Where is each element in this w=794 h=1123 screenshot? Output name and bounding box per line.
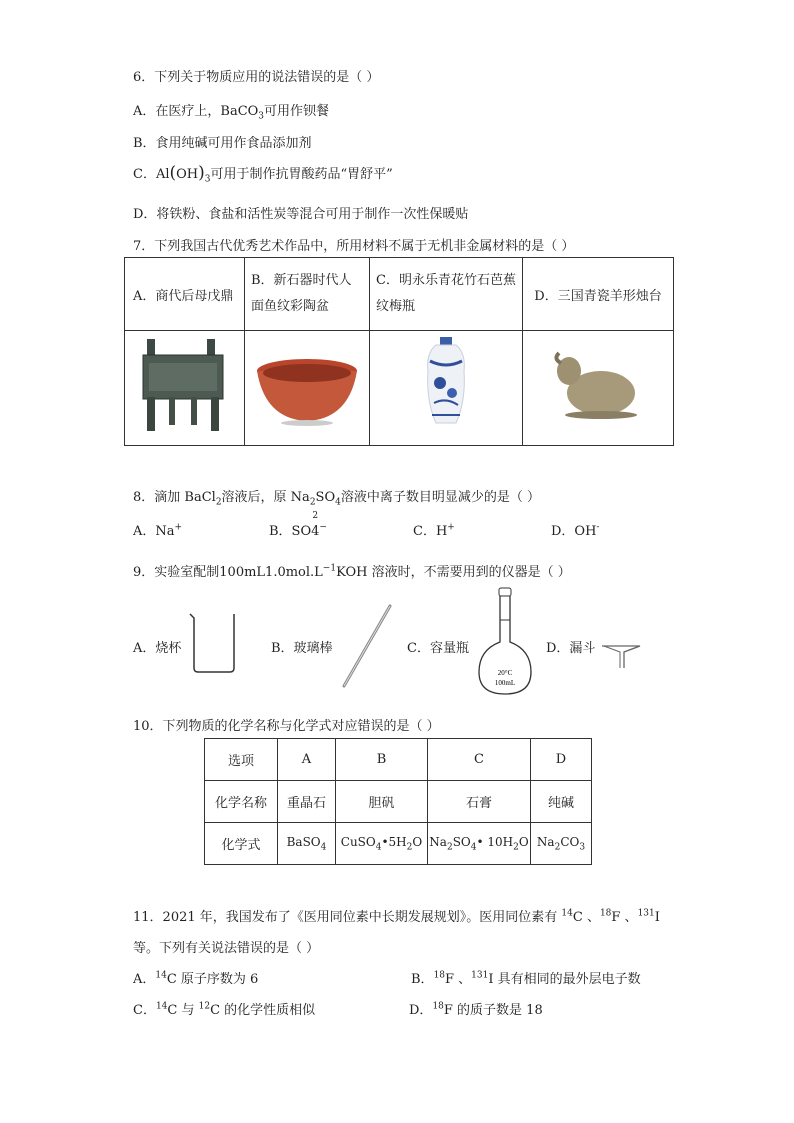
q8-option-c: C．H+ — [413, 522, 455, 539]
q10-name-a: 重晶石 — [278, 781, 336, 823]
q10-row-formula-label: 化学式 — [205, 823, 278, 865]
q9-option-a: A．烧杯 — [133, 641, 182, 656]
q9-option-b: B．玻璃棒 — [271, 641, 333, 656]
bronze-ding-image — [125, 331, 244, 441]
q10-name-b: 胆矾 — [336, 781, 428, 823]
q10-name-d: 纯碱 — [531, 781, 592, 823]
q7-stem: 7．下列我国古代优秀艺术作品中，所用材料不属于无机非金属材料的是（ ） — [133, 239, 575, 254]
q8-option-d: D．OH- — [551, 522, 600, 539]
q10-header-d: D — [531, 739, 592, 781]
q10-header-option: 选项 — [205, 739, 278, 781]
blue-white-vase-image — [370, 331, 522, 441]
pottery-basin-image — [245, 331, 369, 441]
q6-option-d: D．将铁粉、食盐和活性炭等混合可用于制作一次性保暖贴 — [133, 207, 469, 222]
q10-name-c: 石膏 — [428, 781, 531, 823]
flask-volume-label: 100mL — [494, 679, 516, 687]
q10-header-a: A — [278, 739, 336, 781]
q10-header-c: C — [428, 739, 531, 781]
volumetric-flask-icon — [477, 586, 533, 698]
q7-image-b — [245, 331, 370, 446]
q11-stem-line1: 11．2021 年，我国发布了《医用同位素中长期发展规划》。医用同位素有 $^{14}$C 、$^{18}$F 、$^{131}$I — [133, 908, 660, 925]
q7-header-d: D．三国青瓷羊形烛台 — [523, 258, 674, 331]
q10-table — [204, 738, 592, 865]
celadon-sheep-image — [523, 331, 673, 441]
q11-option-d: D．$^{18}$F 的质子数是 18 — [409, 1001, 543, 1018]
q9-option-c: C．容量瓶 — [407, 641, 469, 656]
q8-option-a: A．Na+ — [133, 522, 183, 539]
q10-formula-c: $Na_2SO_4•$ $10H_2O$ — [428, 823, 531, 865]
q7-header-c: C．明永乐青花竹石芭蕉纹梅瓶 — [370, 258, 523, 331]
q9-stem: 9．实验室配制$100mL1.0mol.L^{-1}KOH$ 溶液时，不需要用到的仪器是（ ） — [133, 563, 571, 580]
q6-option-c: C．$Al(OH)_3$可用于制作抗胃酸药品“胃舒平” — [133, 163, 393, 185]
q7-image-a — [125, 331, 245, 446]
funnel-icon — [600, 642, 642, 670]
q6-stem: 6．下列关于物质应用的说法错误的是（ ） — [133, 70, 380, 85]
q10-formula-a: BaSO$_4$ — [278, 823, 336, 865]
q6-option-a: A．在医疗上，BaCO$_3$可用作钡餐 — [133, 104, 330, 122]
q11-option-c: C．$^{14}$C 与 $^{12}$C 的化学性质相似 — [133, 1001, 316, 1018]
q10-row-name-label: 化学名称 — [205, 781, 278, 823]
q9-option-d: D．漏斗 — [546, 641, 596, 656]
q8-option-b: B．SO4 2 − — [269, 511, 327, 539]
q7-header-b: B．新石器时代人面鱼纹彩陶盆 — [245, 258, 370, 331]
q10-formula-b: $CuSO_4•5H_2O$ — [336, 823, 428, 865]
q11-stem-line2: 等。下列有关说法错误的是（ ） — [133, 941, 320, 956]
q7-header-a: A．商代后母戊鼎 — [125, 258, 245, 331]
q8-stem: 8．滴加 BaCl$_2$溶液后，原 $Na_2SO_4$溶液中离子数目明显减少的是（ ） — [133, 490, 540, 508]
q7-image-c — [370, 331, 523, 446]
beaker-icon — [188, 612, 238, 674]
q10-stem: 10．下列物质的化学名称与化学式对应错误的是（ ） — [133, 719, 440, 734]
glass-rod-icon — [340, 604, 396, 688]
q10-header-b: B — [336, 739, 428, 781]
q7-image-d — [523, 331, 674, 446]
q7-table — [124, 257, 674, 446]
q11-option-a: A．$^{14}$C 原子序数为 6 — [133, 970, 259, 987]
q10-formula-d: $Na_2CO_3$ — [531, 823, 592, 865]
flask-temp-label: 20°C — [497, 669, 513, 677]
q11-option-b: B．$^{18}$F 、$^{131}$I 具有相同的最外层电子数 — [411, 970, 641, 987]
q6-option-b: B．食用纯碱可用作食品添加剂 — [133, 136, 312, 151]
